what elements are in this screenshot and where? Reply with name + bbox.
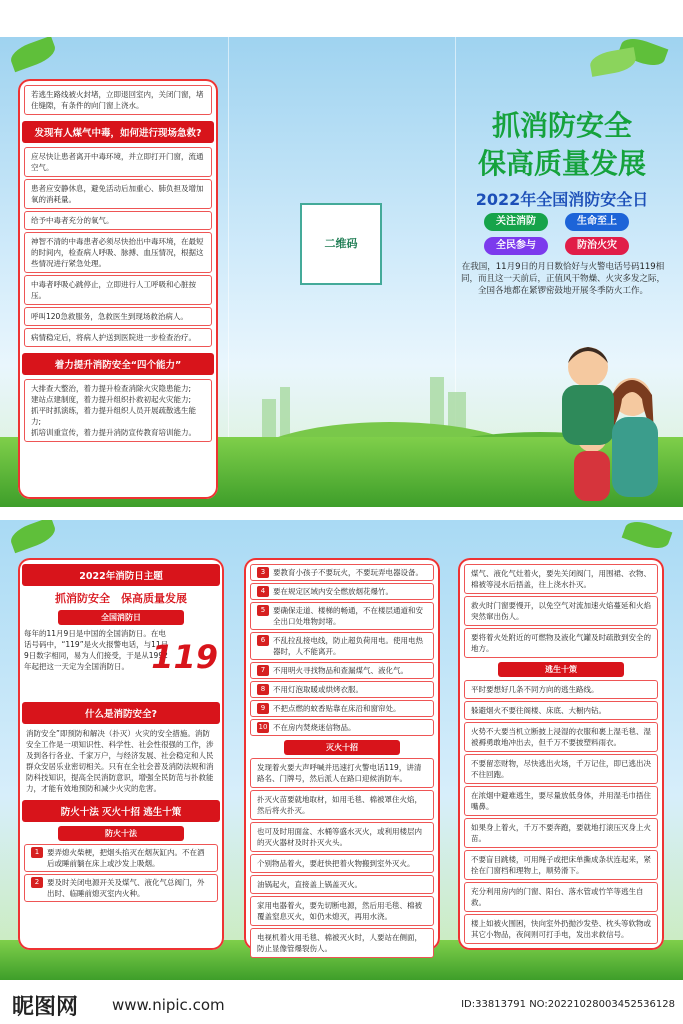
left-column: [18, 558, 224, 950]
prevention-item: 4 要在规定区域内安全燃放烟花爆竹。: [250, 583, 434, 600]
escape-item: 充分利用房内的门窗、阳台、落水管或竹竿等逃生自救。: [464, 882, 658, 912]
prevention-item: 9 不把点燃的蚊香贴靠在床沿和窗帘处。: [250, 700, 434, 717]
ability-item: 抓培训重宣传，着力提升消防宣传教育培训能力。: [31, 428, 196, 437]
extinguish-title: 灭火十招: [284, 740, 400, 755]
site-logo: 昵图网: [12, 995, 79, 1020]
extinguish-item: 也可及时用面盆、水桶等盛水灭火，或利用楼层内的灭火器材及时扑灭火头。: [250, 822, 434, 852]
theme-text: 抓消防安全 保高质量发展: [55, 592, 187, 605]
extinguish-item: 电视机着火用毛毯、棉被灭火时，人要站在侧面，防止显像管爆裂伤人。: [250, 928, 434, 958]
prevention-item: 7 不用明火寻找物品和查漏煤气、液化气。: [250, 662, 434, 679]
gas-item: 呼叫120急救服务，急救医生到现场救治病人。: [24, 307, 212, 326]
prevention-item: 5 要确保走道、楼梯的畅通，不在楼层通道和安全出口处堆物封堵。: [250, 602, 434, 630]
extinguish-item: 煤气、液化气灶着火，要先关闭阀门，用围裙、衣物、棉被等浸水后捂盖，往上浇水扑灭。: [464, 564, 658, 594]
extinguish-item: 扑灭火苗要就地取材，如用毛毯、棉被罩住火焰，然后将火扑灭。: [250, 790, 434, 820]
pill-badge: 防治火灾: [565, 237, 629, 255]
right-column: [458, 558, 664, 950]
ability-item: 大排查大整治，着力提升检查消除火灾隐患能力;: [31, 384, 192, 393]
fire-day-title: 全国消防日: [58, 610, 184, 625]
leaf-decoration: [8, 37, 59, 72]
gas-item: 中毒者呼吸心跳停止，立即进行人工呼吸和心脏按压。: [24, 275, 212, 305]
leaf-decoration: [622, 520, 673, 553]
extinguish-item: 要将着火处附近的可燃物及液化气罐及时疏散到安全的地方。: [464, 628, 658, 658]
pill-badge: 关注消防: [484, 213, 548, 231]
escape-item: 在浓烟中避难逃生，要尽量放低身体，并用湿毛巾捂住嘴鼻。: [464, 786, 658, 816]
subtitle: 2022年全国消防安全日: [475, 190, 649, 209]
what-is-fire-safety-text: 消防安全”即预防和解决（扑灭）火灾的安全措施。消防安全工作是一项知识性、科学性、社会性很强的工作，涉及到各行各业、千家万户，与经济发展、社会稳定和人民群众安居乐业密切相关。只有在全社会普及消防法规和消防科技知识，提高全民消防意识，增强全民防范与扑救能力，才能有效地预防和减少火灾的危害。: [26, 729, 214, 793]
prevention-item: 6 不乱拉乱接电线，防止超负荷用电。使用电热器时，人不能离开。: [250, 632, 434, 660]
escape-tip: 若逃生路线被火封堵，立即退回室内，关闭门窗，堵住缝隙，有条件的向门窗上浇水。: [24, 85, 212, 115]
middle-column: [244, 558, 440, 953]
escape-title: 逃生十策: [498, 662, 624, 677]
extinguish-item: 家用电器着火，要先切断电源，然后用毛毯、棉被覆盖窒息灭火，如仍未熄灭，再用水浇。: [250, 896, 434, 926]
building: [280, 387, 290, 439]
title-line: 保高质量发展: [477, 147, 646, 180]
qr-code-placeholder: 二维码: [300, 203, 382, 285]
fire-day-block: [24, 628, 218, 696]
extinguish-item: 救火时门窗要慢开，以免空气对流加速火焰蔓延和火焰突然窜出伤人。: [464, 596, 658, 626]
building: [262, 399, 276, 439]
escape-item: 不要留恋财物，尽快逃出火场，千万记住，即已逃出决不往回跑。: [464, 754, 658, 784]
prevention-item: 10 不在房内焚烧迷信物品。: [250, 719, 434, 736]
ten-rules-title: 防火十法 灭火十招 逃生十策: [22, 800, 220, 822]
main-title: [462, 107, 662, 183]
number-119: 119: [151, 638, 218, 676]
title-line: 抓消防安全: [491, 109, 632, 142]
extinguish-item: 油锅起火，直接盖上锅盖灭火。: [250, 875, 434, 894]
gas-poisoning-title: 发现有人煤气中毒，如何进行现场急救?: [22, 121, 214, 143]
site-url[interactable]: www.nipic.com: [112, 996, 225, 1014]
left-panel: [18, 79, 218, 499]
intro-text: 在我国，11月9日的月日数恰好与火警电话号码119相同，而且这一天前后，正值风干物燥、火灾多发之际，全国各地都在紧锣密鼓地开展冬季防火工作。: [460, 262, 665, 296]
gas-item: 神智不清的中毒患者必须尽快抬出中毒环境，在最短的时间内，检查病人呼吸、脉搏、血压情况，根据这些情况进行紧急处理。: [24, 232, 212, 273]
escape-item: 不要盲目跳楼，可用绳子或把床单撕成条状连起来，紧拴在门窗档和理物上，顺势滑下。: [464, 850, 658, 880]
escape-item: 楼上如被火围困，快向室外扔抛沙发垫、枕头等软物或其它小物品，夜间则可打手电，发出求救信号。: [464, 914, 658, 944]
escape-item: 如果身上着火，千万不要奔跑，要就地打滚压灭身上火苗。: [464, 818, 658, 848]
fire-day-text: 每年的11月9日是中国的全国消防日。在电话号码中，“119”是火火报警电话，与11月9日数字相同，易为人们接受，于是从1992年起把这一天定为全国消防日。: [24, 629, 169, 671]
pill-badge: 全民参与: [484, 237, 548, 255]
prevention-item: 1 要弄熄火柴梗，把烟头掐灭在烟灰缸内。不在酒后或睡前躺在床上或沙发上吸烟。: [24, 844, 218, 872]
escape-item: 躲避烟火不要往阁楼、床底、大橱内钻。: [464, 701, 658, 720]
image-id: ID:33813791 NO:20221028003452536128: [461, 999, 675, 1010]
escape-item: 火势不大要当机立断披上浸湿的衣服和裹上湿毛毯、湿被褥勇敢地冲出去，但千万不要披塑料雨衣。: [464, 722, 658, 752]
brochure-inside: [0, 520, 683, 980]
what-is-fire-safety-title: 什么是消防安全?: [22, 702, 220, 724]
brochure-outside: [0, 37, 683, 507]
gas-item: 患者应安静休息，避免活动后加重心、肺负担及增加氧的消耗量。: [24, 179, 212, 209]
prevention-item: 8 不用灯泡取暖或烘烤衣服。: [250, 681, 434, 698]
family-illustration: [548, 335, 666, 505]
ability-item: 抓平时抓演练，着力提升组织人员开展疏散逃生能力;: [31, 406, 196, 426]
ability-item: 建站点建制度，着力提升组织扑救初起火灾能力;: [31, 395, 192, 404]
gas-item: 病情稳定后，将病人护送到医院进一步检查治疗。: [24, 328, 212, 347]
fire-prevention-title: 防火十法: [58, 826, 184, 841]
leaf-decoration: [8, 520, 59, 553]
theme-title: 2022年消防日主题: [22, 564, 220, 586]
ability-list: [24, 379, 212, 442]
extinguish-item: 发现着火要大声呼喊并迅速打火警电话119，讲清路名、门牌号，然后派人在路口迎候消防车。: [250, 758, 434, 788]
escape-item: 平时要想好几条不同方向的逃生路线。: [464, 680, 658, 699]
prevention-item: 2 要及时关闭电源开关及煤气、液化气总阀门，外出时、临睡前熄灭室内火种。: [24, 874, 218, 902]
extinguish-item: 个别物品着火，要赶快把着火物搬到室外灭火。: [250, 854, 434, 873]
four-abilities-title: 着力提升消防安全“四个能力”: [22, 353, 214, 375]
pill-badge: 生命至上: [565, 213, 629, 231]
gas-item: 给予中毒者充分的氧气。: [24, 211, 212, 230]
prevention-item: 3 要教育小孩子不要玩火，不要玩弄电器设备。: [250, 564, 434, 581]
leaf-decoration: [588, 47, 637, 77]
gas-item: 应尽快让患者离开中毒环境，并立即打开门窗，流通空气。: [24, 147, 212, 177]
